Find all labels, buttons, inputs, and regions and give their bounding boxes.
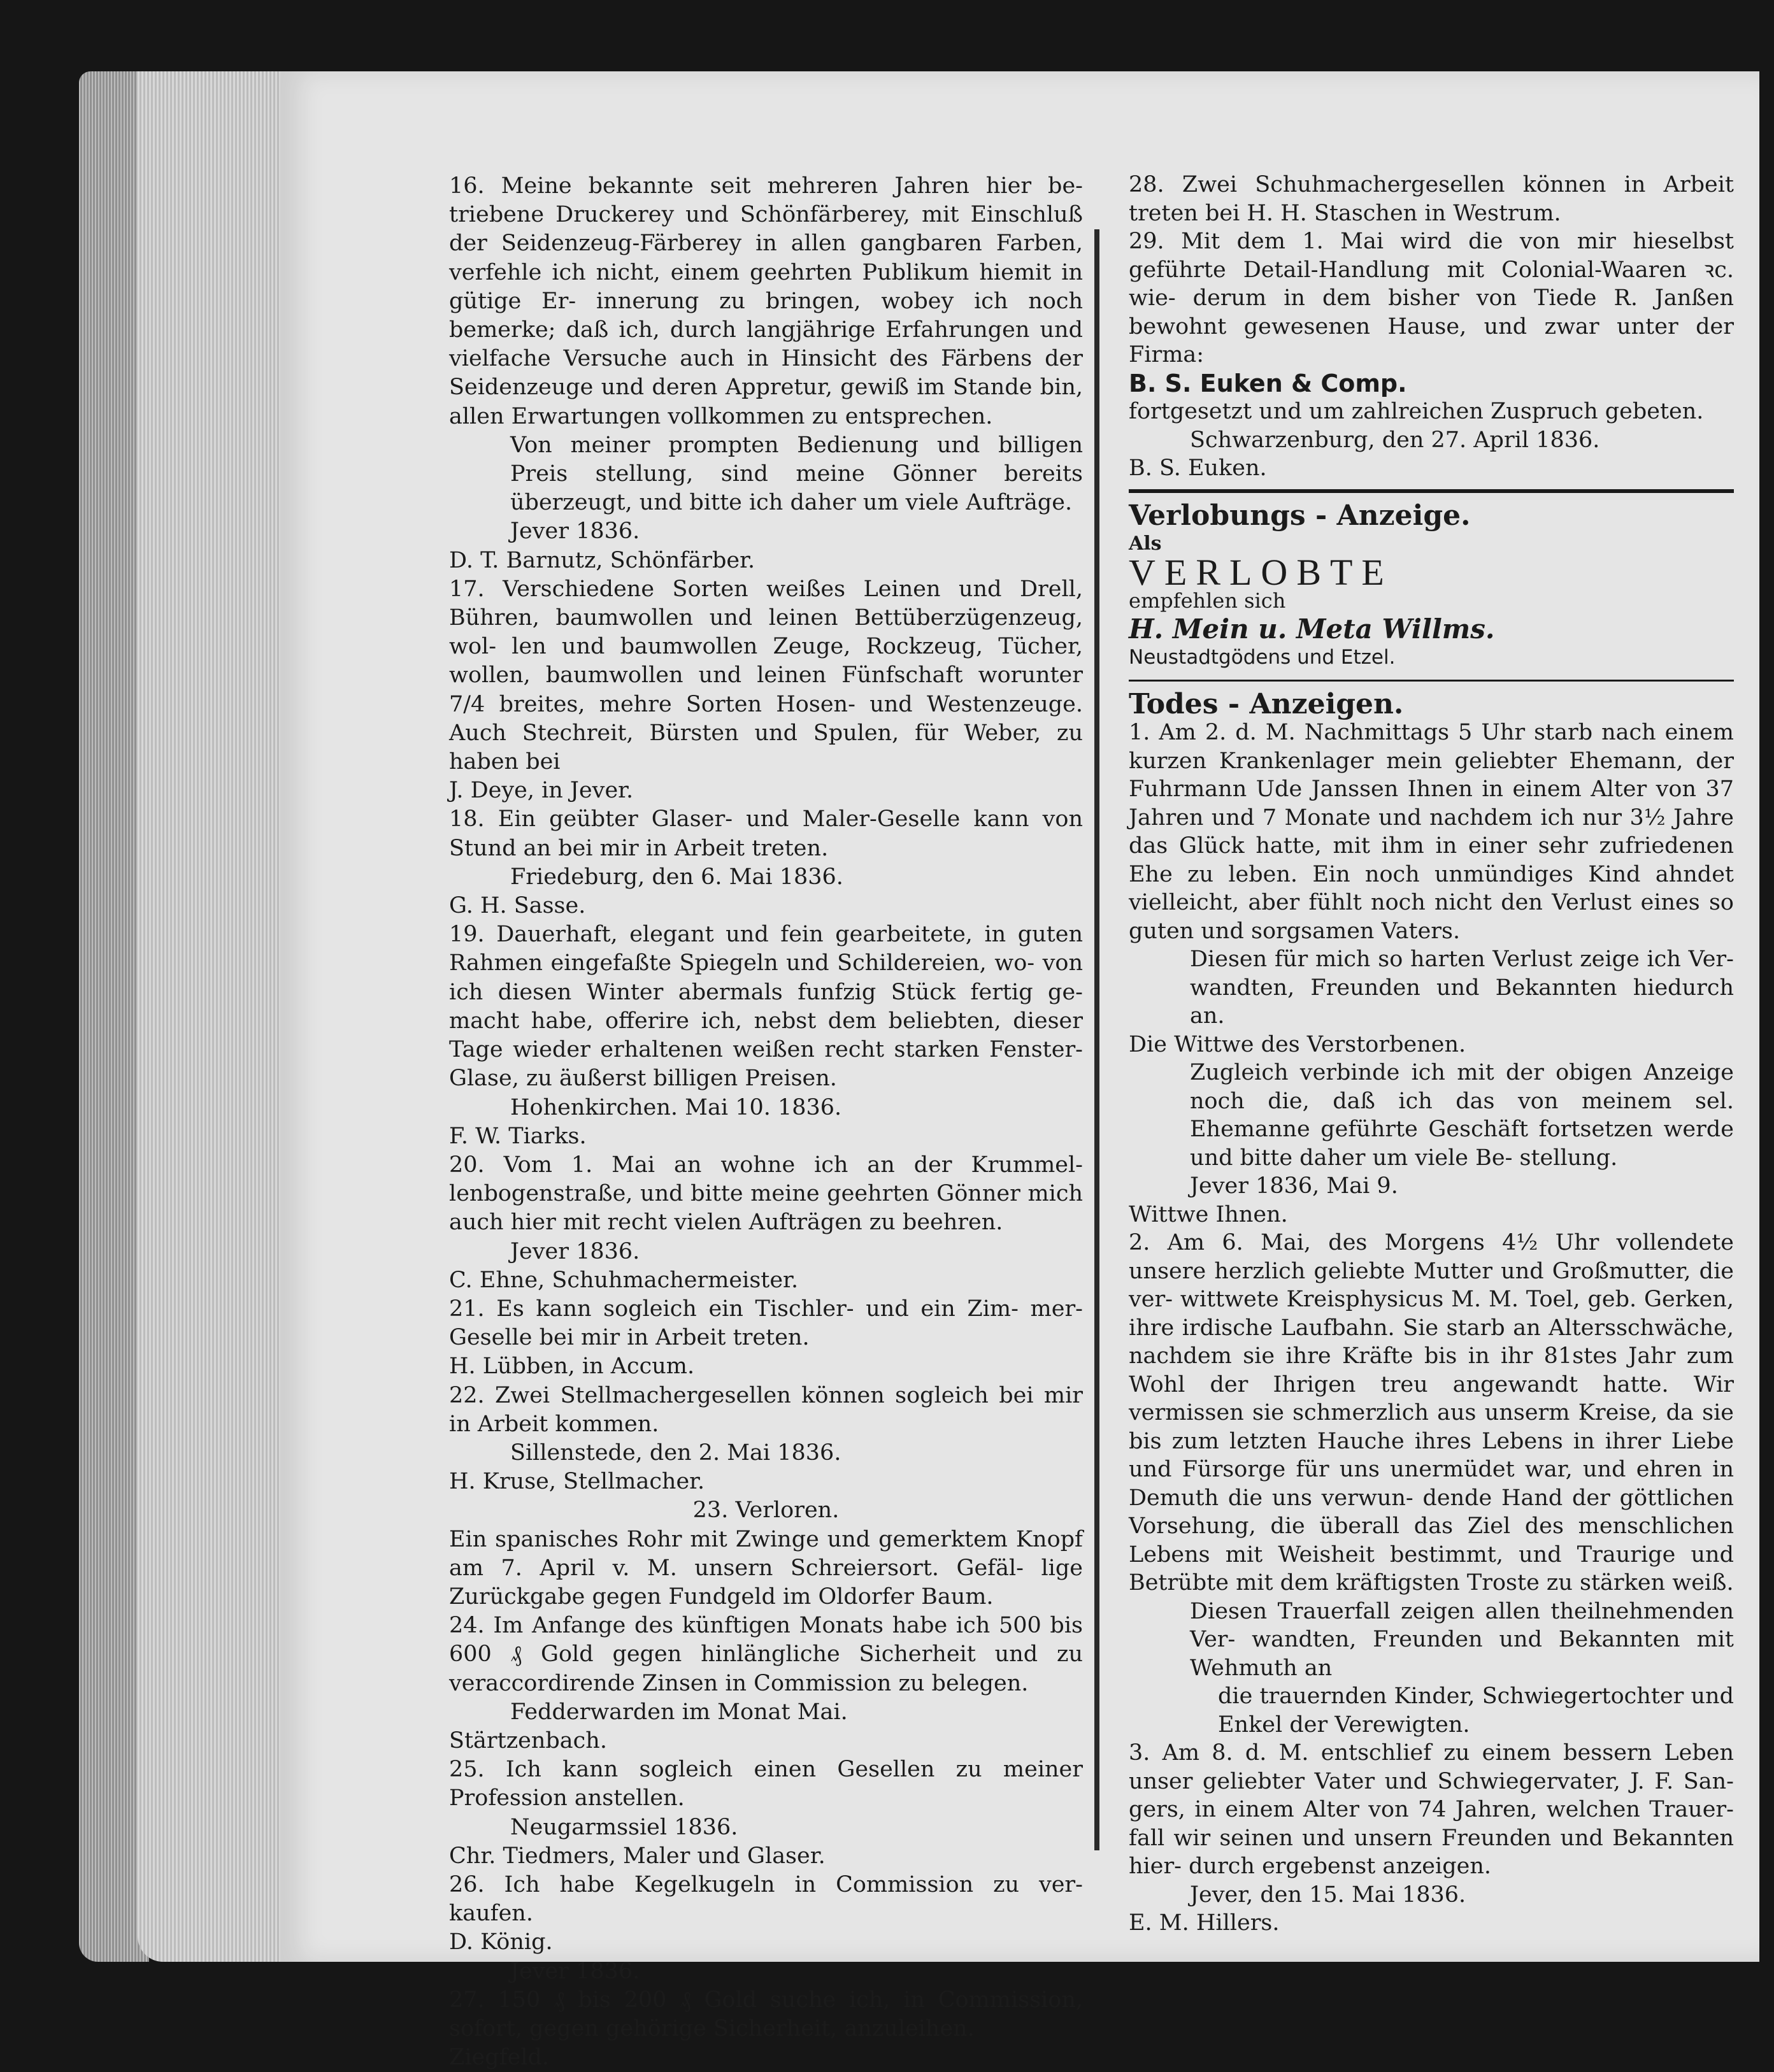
ad-20-place: Jever 1836.: [510, 1238, 640, 1264]
engagement-als: Als: [1129, 532, 1162, 555]
ad-20-signature: C. Ehne, Schuhmachermeister.: [449, 1267, 799, 1293]
ad-20: 20. Vom 1. Mai an wohne ich an der Krummel- lenbogenstraße, und bitte meine geehrten Gönner mich auch hier mit recht vielen Aufträgen zu beehren.: [449, 1152, 1083, 1236]
ad-26-place: Jever 1836.: [510, 1958, 640, 1984]
page-stack: [138, 71, 303, 1962]
death-notice-2-continued: Diesen Trauerfall zeigen allen theilnehmenden Ver- wandten, Freunden und Bekannten mit Wehmuth an: [1190, 1598, 1734, 1681]
ad-16-signature: D. T. Barnutz, Schönfärber.: [449, 547, 755, 573]
ad-17-signature: J. Deye, in Jever.: [449, 778, 634, 804]
engagement-subtitle: empfehlen sich: [1129, 589, 1286, 613]
death-notice-1-place: Jever 1836, Mai 9.: [1190, 1173, 1398, 1199]
ad-18: 18. Ein geübter Glaser- und Maler-Geselle kann von Stund an bei mir in Arbeit treten.: [449, 806, 1083, 861]
ad-24-place: Fedderwarden im Monat Mai.: [510, 1699, 848, 1725]
ad-16-place: Jever 1836.: [510, 518, 640, 545]
ad-16: 16. Meine bekannte seit mehreren Jahren hier be- triebene Druckerey und Schönfärberey, mit Einschluß der Seidenzeug-Färberey in allen gangbaren Farben, verfehle ich nicht, einem geehrten Publikum hiemit in gütige Er- innerung zu bringen, wobey ich noch bemerke; daß ich, durch langjährige Erfahrungen und vielfache Versuche auch in Hinsicht des Färbens der Seidenzeuge und deren Appretur, gewiß im Stande bin, allen Erwartungen vollkommen zu entsprechen.: [449, 173, 1083, 429]
death-notice-3: 3. Am 8. d. M. entschlief zu einem bessern Leben unser geliebter Vater und Schwiegervater, J. F. San- gers, in einem Alter von 74 Jahren, welchen Trauer- fall wir seinen und unsern Freunden und Bekannten hier- durch ergebenst anzeigen.: [1129, 1740, 1734, 1879]
death-notices-heading: Todes - Anzeigen.: [1129, 687, 1404, 720]
ad-28: 28. Zwei Schuhmachergesellen können in Arbeit treten bei H. H. Staschen in Westrum.: [1129, 172, 1734, 226]
ad-21-signature: H. Lübben, in Accum.: [449, 1354, 695, 1380]
ad-18-signature: G. H. Sasse.: [449, 893, 586, 919]
engagement-heading: Verlobungs - Anzeige.: [1129, 499, 1471, 532]
left-column: [449, 172, 1083, 2072]
death-notice-1-signature: Die Wittwe des Verstorbenen.: [1129, 1031, 1466, 1057]
death-notice-1-addendum: Zugleich verbinde ich mit der obigen Anzeige noch die, daß ich das von meinem sel. Ehemanne geführte Geschäft fortsetzen werde und bitte daher um viele Be- stellung.: [1190, 1060, 1734, 1171]
ad-25: 25. Ich kann sogleich einen Gesellen zu meiner Profession anstellen.: [449, 1757, 1083, 1811]
ad-18-place: Friedeburg, den 6. Mai 1836.: [510, 864, 843, 890]
ad-24: 24. Im Anfange des künftigen Monats habe ich 500 bis 600 ₰ Gold gegen hinlängliche Sicherheit und zu veraccordirende Zinsen in Commission zu belegen.: [449, 1613, 1083, 1696]
ad-19-place: Hohenkirchen. Mai 10. 1836.: [510, 1094, 842, 1120]
death-notice-1-signature-2: Wittwe Ihnen.: [1129, 1201, 1288, 1227]
death-notice-1: 1. Am 2. d. M. Nachmittags 5 Uhr starb nach einem kurzen Krankenlager mein geliebter Ehemann, der Fuhrmann Ude Janssen Ihnen in einem Alter von 37 Jahren und 7 Monate und nachdem ich nur 3½ Jahre das Glück hatte, mit ihm in einer sehr zufriedenen Ehe zu leben. Ein noch unmündiges Kind ahndet vielleicht, aber fühlt noch nicht den Verlust eines so guten und sorgsamen Vaters.: [1129, 720, 1734, 944]
death-notice-1-continued: Diesen für mich so harten Verlust zeige ich Ver- wandten, Freunden und Bekannten hiedurch an.: [1190, 947, 1734, 1029]
ad-16-continued: Von meiner prompten Bedienung und billigen Preis stellung, sind meine Gönner bereits überzeugt, und bitte ich daher um viele Aufträge.: [510, 432, 1083, 516]
ad-21: 21. Es kann sogleich ein Tischler- und ein Zim- mer-Geselle bei mir in Arbeit treten.: [449, 1296, 1083, 1351]
death-notice-2-signature: die trauernden Kinder, Schwiegertochter und Enkel der Verewigten.: [1218, 1683, 1734, 1738]
death-notice-2: 2. Am 6. Mai, des Morgens 4½ Uhr vollendete unsere herzlich geliebte Mutter und Großmutter, die ver- wittwete Kreisphysicus M. M. Toel, geb. Gerken, ihre irdische Laufbahn. Sie starb an Altersschwäche, nachdem sie ihre Kräfte bis in ihr 81stes Jahr zum Wohl der Ihrigen treu angewandt hatte. Wir vermissen sie schmerzlich aus unserm Kreise, da sie bis zum letzten Hauche ihres Lebens in ihrer Liebe und Fürsorge für uns unermüdet war, und ehren in Demuth die uns verwun- dende Hand der göttlichen Vorsehung, die überall das Ziel des menschlichen Lebens mit Weisheit bestimmt, und Traurige und Betrübte mit dem kräftigsten Troste zu stärken weiß.: [1129, 1230, 1734, 1596]
ad-22: 22. Zwei Stellmachergesellen können sogleich bei mir in Arbeit kommen.: [449, 1382, 1083, 1437]
ad-27-signature: Ziegfeld.: [449, 2045, 550, 2071]
ad-23-heading: 23. Verloren.: [692, 1497, 840, 1524]
section-rule: [1129, 489, 1734, 493]
ad-27: 27. 150 ₰ bis 200 ₰ Gold suche ich, in Commission, sofort, gegen gehörige Sicherheit, anzuleihen.: [449, 1987, 1083, 2041]
ad-29-continued: fortgesetzt und um zahlreichen Zuspruch gebeten.: [1129, 399, 1704, 424]
ad-19-signature: F. W. Tiarks.: [449, 1123, 587, 1149]
ad-22-signature: H. Kruse, Stellmacher.: [449, 1469, 705, 1495]
column-divider: [1094, 229, 1099, 1850]
section-rule: [1129, 680, 1734, 682]
ad-29-signature: B. S. Euken.: [1129, 455, 1267, 481]
ad-29-place: Schwarzenburg, den 27. April 1836.: [1190, 427, 1600, 453]
death-notice-3-signature: E. M. Hillers.: [1129, 1910, 1280, 1936]
engagement-names: H. Mein u. Meta Willms.: [1129, 613, 1495, 645]
ad-25-place: Neugarmssiel 1836.: [510, 1814, 738, 1840]
ad-19: 19. Dauerhaft, elegant und fein gearbeitete, in guten Rahmen eingefaßte Spiegeln und Schildereien, wo- von ich diesen Winter abermals funfzig Stück fertig ge- macht habe, offerire ich, nebst dem beliebten, dieser Tage wieder erhaltenen weißen recht starken Fenster-Glase, zu äußerst billigen Preisen.: [449, 922, 1083, 1092]
ad-23: Ein spanisches Rohr mit Zwinge und gemerktem Knopf am 7. April v. M. unsern Schreiersort. Gefäl- lige Zurückgabe gegen Fundgeld im Oldorfer Baum.: [449, 1526, 1083, 1610]
ad-29: 29. Mit dem 1. Mai wird die von mir hieselbst geführte Detail-Handlung mit Colonial-Waaren ꝛc. wie- derum in dem bisher von Tiede R. Janßen bewohnt gewesenen Hause, und zwar unter der Firma:: [1129, 229, 1734, 368]
engagement-place: Neustadtgödens und Etzel.: [1129, 646, 1396, 669]
ad-17: 17. Verschiedene Sorten weißes Leinen und Drell, Bühren, baumwollen und leinen Bettüberzügenzeug, wol- len und baumwollen Zeuge, Rockzeug, Tücher, wollen, baumwollen und leinen Fünfschaft worunter 7/4 breites, mehre Sorten Hosen- und Westenzeuge. Auch Stechreit, Bürsten und Spulen, für Weber, zu haben bei: [449, 576, 1083, 775]
ad-24-signature: Stärtzenbach.: [449, 1727, 607, 1754]
right-column: [1129, 171, 1734, 1938]
ad-26-signature: D. König.: [449, 1929, 553, 1955]
engagement-title: VERLOBTE: [1129, 551, 1393, 593]
ad-22-place: Sillenstede, den 2. Mai 1836.: [510, 1440, 841, 1466]
company-name: B. S. Euken & Comp.: [1129, 369, 1407, 397]
ad-25-signature: Chr. Tiedmers, Maler und Glaser.: [449, 1843, 826, 1869]
ad-26: 26. Ich habe Kegelkugeln in Commission zu ver- kaufen.: [449, 1871, 1083, 1927]
death-notice-3-place: Jever, den 15. Mai 1836.: [1190, 1882, 1466, 1908]
